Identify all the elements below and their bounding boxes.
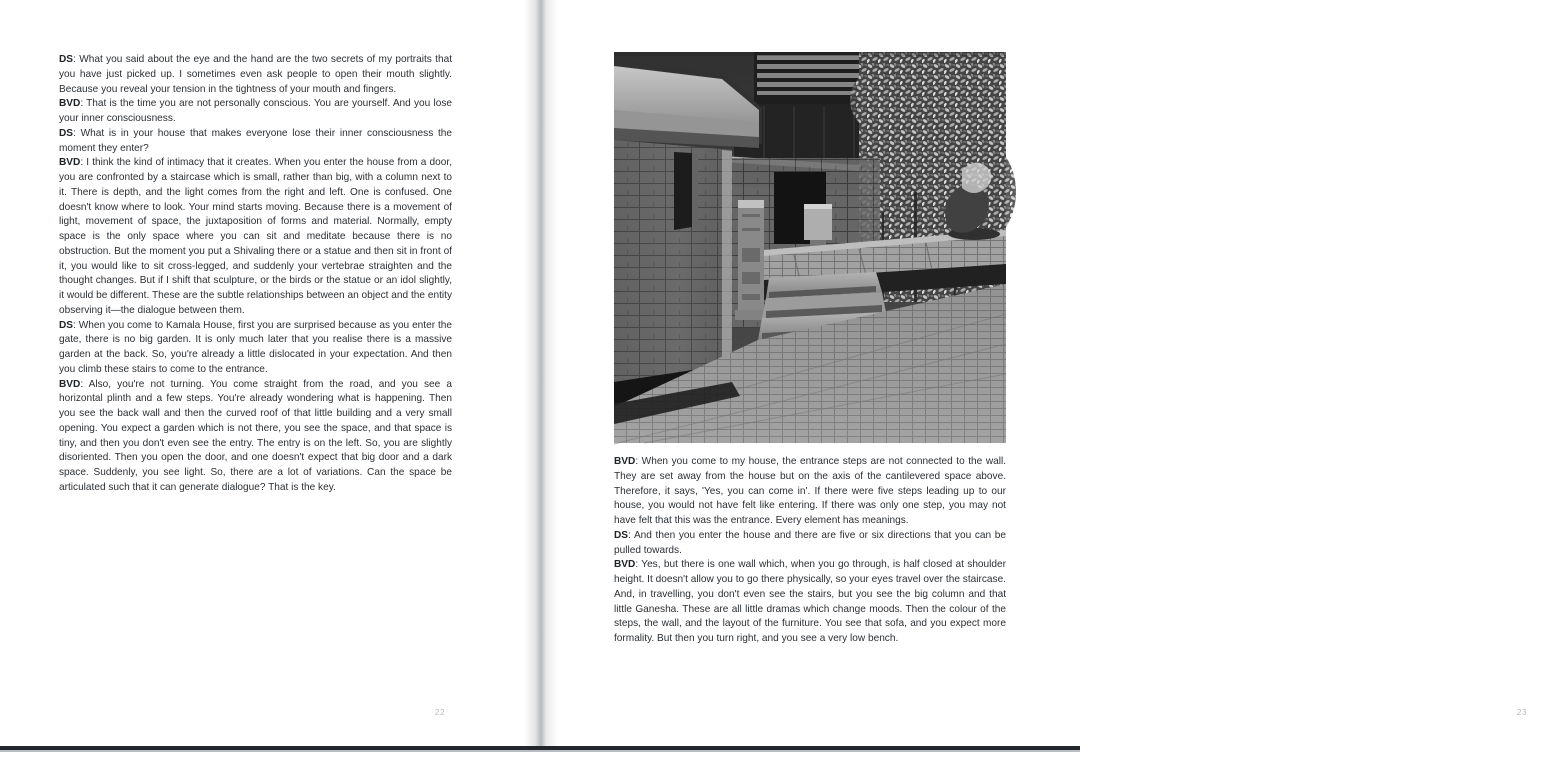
- paragraph-text: And then you enter the house and there are five or six directions that you can be pulled towards.: [614, 529, 1006, 556]
- speaker-colon: :: [635, 559, 642, 571]
- right-page: [540, 0, 1528, 746]
- speaker-label: DS: [614, 529, 629, 541]
- speaker-label: BVD: [59, 98, 81, 110]
- speaker-colon: :: [73, 319, 79, 331]
- architecture-photograph: [614, 52, 1006, 443]
- speaker-colon: :: [635, 456, 642, 467]
- photograph-image: [614, 52, 1006, 443]
- speaker-colon: :: [80, 98, 87, 110]
- bottom-edge-rule: [0, 746, 1080, 757]
- left-page-text-column: [59, 53, 452, 496]
- speaker-colon: :: [80, 378, 89, 390]
- page-number-left: 22: [434, 707, 446, 717]
- dialogue-paragraph: [614, 558, 1006, 647]
- speaker-label: DS: [59, 54, 74, 65]
- dialogue-paragraph: [614, 529, 1006, 559]
- photograph-artwork: [614, 52, 1006, 443]
- speaker-label: BVD: [614, 456, 636, 467]
- speaker-colon: :: [73, 54, 80, 65]
- dialogue-paragraph: [59, 127, 452, 157]
- paragraph-text: Also, you're not turning. You come straight from the road, and you see a horizontal plinth and a few steps. You're already wondering what is happening. Then you see the back wall and then the curved roof of that little building and a very small opening. You expect a garden which is not there, you see the space, and that space is tiny, and then you don't even see the entry. The entry is on the left. So, you are slightly disoriented. Then you open the door, and one doesn't expect that big door and a dark space. Suddenly, you see light. So, there are a lot of variations. Can the space be articulated such that it can generate dialogue? That is the key.: [59, 378, 452, 493]
- dialogue-paragraph: [59, 97, 452, 127]
- paragraph-text: What you said about the eye and the hand are the two secrets of my portraits that you have just picked up. I sometimes even ask people to open their mouth slightly. Because you reveal your tension in the tightness of your mouth and fingers.: [59, 54, 452, 95]
- speaker-label: BVD: [614, 559, 636, 571]
- paragraph-text: That is the time you are not personally conscious. You are yourself. And you lose your inner consciousness.: [59, 98, 452, 124]
- page-number-right: 23: [1516, 707, 1528, 717]
- dialogue-paragraph: [59, 156, 452, 318]
- speaker-label: BVD: [59, 378, 81, 390]
- dialogue-paragraph: [59, 53, 452, 97]
- paragraph-text: When you come to Kamala House, first you are surprised because as you enter the gate, there is no big garden. It is only much later that you realise there is a massive garden at the back. So, you're already a little dislocated in your expectation. And then you climb these stairs to come to the entrance.: [59, 319, 452, 375]
- dialogue-paragraph: [614, 455, 1006, 529]
- left-page: [0, 0, 540, 746]
- dialogue-paragraph: [59, 319, 452, 378]
- speaker-colon: :: [73, 127, 81, 139]
- paragraph-text: I think the kind of intimacy that it creates. When you enter the house from a door, you are confronted by a staircase which is small, rather than big, with a column next to it. There is depth, and the light comes from the right and left. One is confused. One doesn't know where to look. Your mind starts moving. Because there is a movement of light, movement of space, the juxtaposition of forms and material. Normally, empty space is the only space where you can sit and meditate because there is no obstruction. But the moment you put a Shivaling there or a statue and then sit in front of it, you would like to sit cross-legged, and suddenly your vertebrae straighten and the thought changes. But if I shift that sculpture, or the birds or the statue or an idol slightly, it would be different. These are the subtle relationships between an object and the entity observing it—the dialogue between them.: [59, 157, 453, 316]
- speaker-label: BVD: [59, 157, 81, 169]
- paragraph-text: When you come to my house, the entrance steps are not connected to the wall. They are set away from the house but on the axis of the cantilevered space above. Therefore, it says, 'Yes, you can come in'. If there were five steps leading up to our house, you would not have felt like entering. If there was only one step, you may not have felt that this was the entrance. Every element has meanings.: [614, 456, 1007, 526]
- right-page-text-column: [614, 455, 1006, 647]
- dialogue-paragraph: [59, 378, 452, 496]
- paragraph-text: Yes, but there is one wall which, when you go through, is half closed at shoulder height. It doesn't allow you to go there physically, so your eyes travel over the staircase. And, in travelling, you don't even see the stairs, but you see the big column and that little Ganesha. These are all little dramas which change moods. Then the colour of the steps, the wall, and the layout of the furniture. You see that sofa, and you expect more formality. But then you turn right, and you see a very low bench.: [614, 559, 1006, 644]
- speaker-label: DS: [59, 319, 74, 331]
- paragraph-text: What is in your house that makes everyone lose their inner consciousness the moment they enter?: [59, 127, 452, 154]
- speaker-label: DS: [59, 127, 74, 139]
- speaker-colon: :: [628, 529, 634, 541]
- speaker-colon: :: [80, 157, 87, 169]
